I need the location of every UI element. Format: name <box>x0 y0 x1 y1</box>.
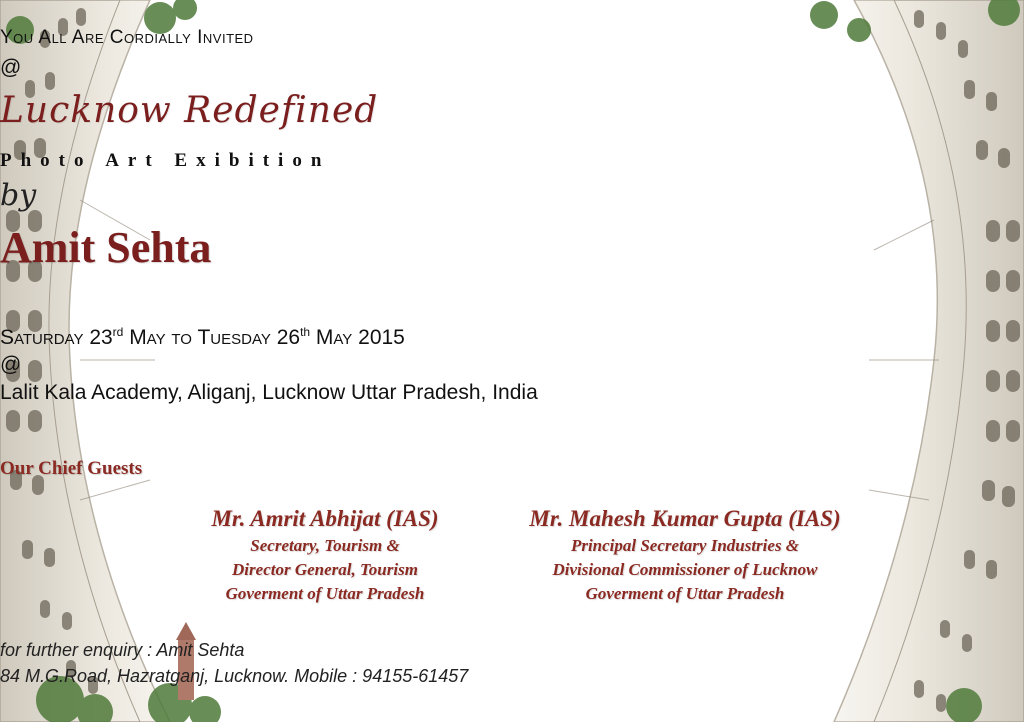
guest-role-line: Goverment of Uttar Pradesh <box>585 584 785 603</box>
at-symbol-top: @ <box>0 56 22 79</box>
start-date: 23 <box>89 326 113 349</box>
end-day: Tuesday <box>197 326 271 349</box>
contact-address: 84 M.G.Road, Hazratganj, Lucknow. Mobile : 94155-61457 <box>0 666 469 686</box>
chief-guest-1 <box>170 504 480 606</box>
guest-role-line: Principal Secretary Industries & <box>570 536 800 555</box>
at-symbol-venue: @ <box>0 353 22 376</box>
chief-guests-heading: Our Chief Guests <box>0 458 143 479</box>
venue: Lalit Kala Academy, Aliganj, Lucknow Uttar Pradesh, India <box>0 381 538 404</box>
guest-role-line: Director General, Tourism <box>232 560 418 579</box>
guest-role-line: Secretary, Tourism & <box>250 536 400 555</box>
invitation-intro: You All Are Cordially Invited <box>0 27 254 48</box>
exhibition-dates <box>0 325 1024 350</box>
guest-name: Mr. Mahesh Kumar Gupta (IAS) <box>529 506 841 531</box>
start-month: May to <box>129 326 192 349</box>
start-date-suffix: rd <box>112 325 124 339</box>
exhibition-title: Lucknow Redefined <box>0 90 379 131</box>
chief-guest-2 <box>490 504 880 606</box>
guest-role-line: Goverment of Uttar Pradesh <box>225 584 425 603</box>
exhibition-type: Photo Art Exibition <box>0 150 331 171</box>
end-date-suffix: th <box>300 325 311 339</box>
artist-name: Amit Sehta <box>0 223 212 272</box>
end-date: 26 <box>276 326 301 349</box>
guest-name: Mr. Amrit Abhijat (IAS) <box>211 506 439 531</box>
guest-role-line: Divisional Commissioner of Lucknow <box>552 560 818 579</box>
start-day: Saturday <box>0 326 84 349</box>
enquiry-line: for further enquiry : Amit Sehta <box>0 640 245 660</box>
by-label: by <box>0 178 37 213</box>
end-month-year: May 2015 <box>315 326 405 349</box>
